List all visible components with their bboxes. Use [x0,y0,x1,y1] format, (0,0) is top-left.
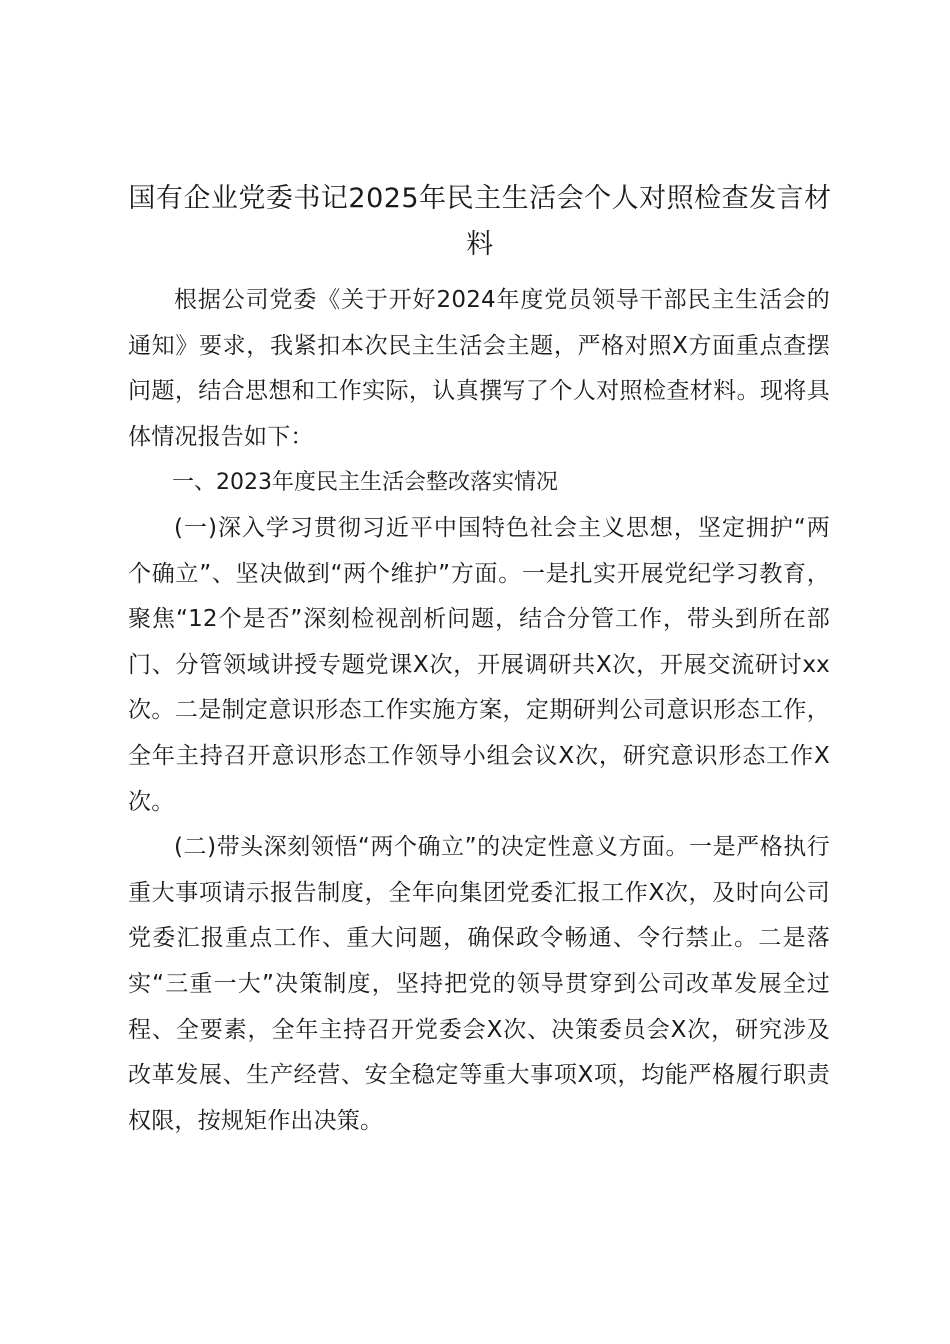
section-heading: 一、2023年度民主生活会整改落实情况 [172,470,558,496]
document-title: 国有企业党委书记2025年民主生活会个人对照检查发言材料 [128,183,832,260]
body-paragraph-2: (二)带头深刻领悟“两个确立”的决定性意义方面。一是严格执行重大事项请示报告制度，全年向集团党委汇报工作X次，及时向公司党委汇报重点工作、重大问题，确保政令畅通、令行禁止。二是落实“三重一大”决策制度，坚持把党的领导贯穿到公司改革发展全过程、全要素，全年主持召开党委会X次、决策委员会X次，研究涉及改革发展、生产经营、安全稳定等重大事项X项，均能严格履行职责权限，按规矩作出决策。 [128,834,830,1134]
intro-paragraph: 根据公司党委《关于开好2024年度党员领导干部民主生活会的通知》要求，我紧扣本次民主生活会主题，严格对照X方面重点查摆问题，结合思想和工作实际，认真撰写了个人对照检查材料。现将具体情况报告如下： [128,287,830,450]
document-body [128,278,830,1144]
body-paragraph-1: (一)深入学习贯彻习近平中国特色社会主义思想，坚定拥护“两个确立”、坚决做到“两个维护”方面。一是扎实开展党纪学习教育，聚焦“12个是否”深刻检视剖析问题，结合分管工作，带头到所在部门、分管领域讲授专题党课X次，开展调研共X次，开展交流研讨xx次。二是制定意识形态工作实施方案，定期研判公司意识形态工作，全年主持召开意识形态工作领导小组会议X次，研究意识形态工作X次。 [128,514,830,815]
